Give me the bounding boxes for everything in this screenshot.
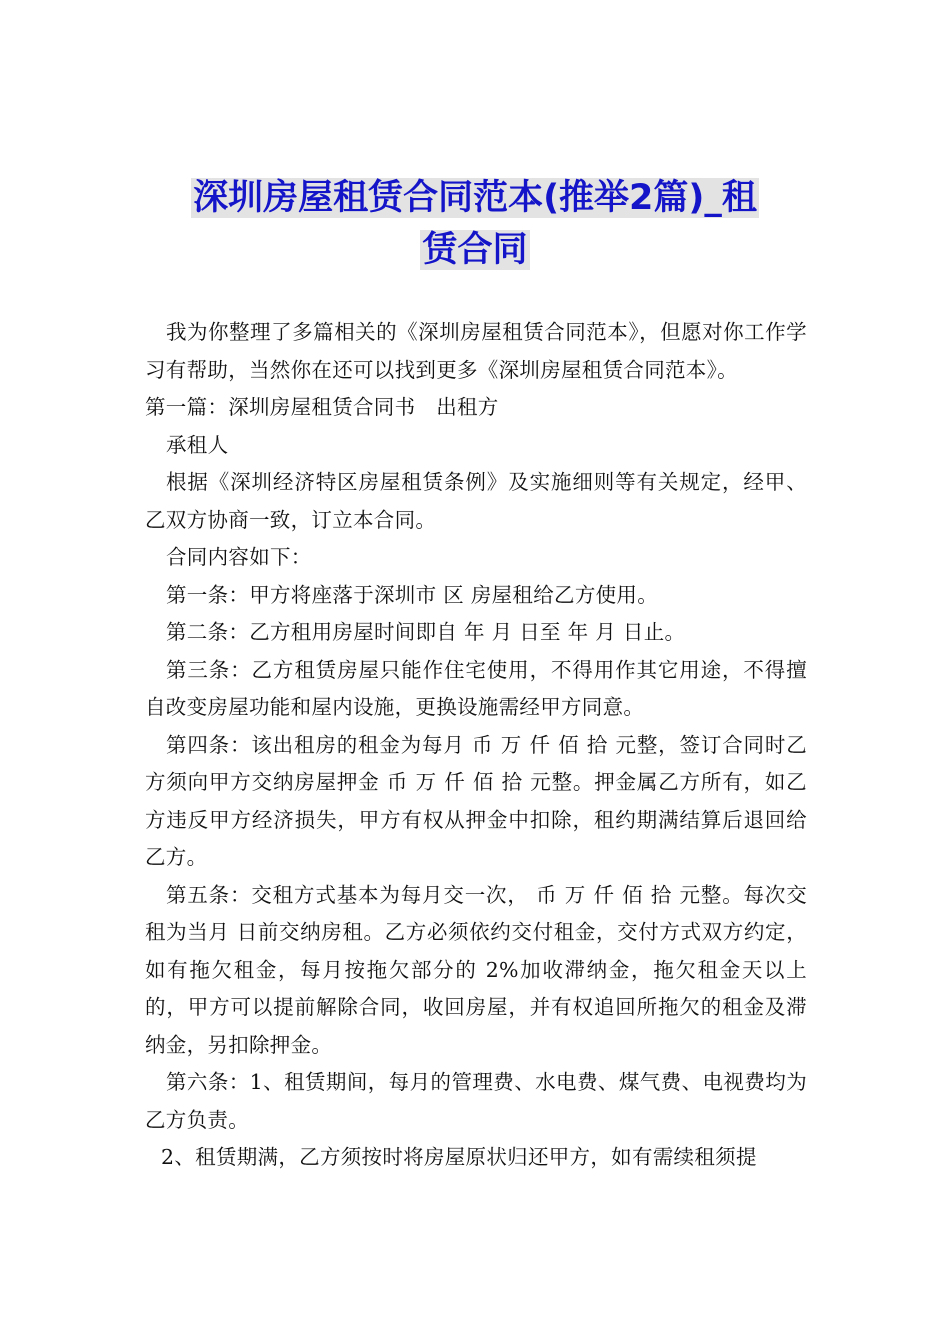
paragraph-article-4: 第四条：该出租房的租金为每月 币 万 仟 佰 拾 元整，签订合同时乙方须向甲方交纳房屋押金 币 万 仟 佰 拾 元整。押金属乙方所有，如乙方违反甲方经济损失，甲方有权从押金中扣除，租约期满结算后退回给乙方。 — [145, 732, 807, 869]
title-line-2: 赁合同 — [422, 230, 528, 270]
paragraph-section-heading: 第一篇：深圳房屋租赁合同书 出租方 — [145, 395, 499, 419]
document-body — [145, 314, 807, 1177]
document-title — [140, 172, 810, 276]
paragraph-basis: 根据《深圳经济特区房屋租赁条例》及实施细则等有关规定，经甲、乙双方协商一致，订立本合同。 — [145, 470, 807, 532]
paragraph-article-6: 第六条：1、租赁期间，每月的管理费、水电费、煤气费、电视费均为乙方负责。 — [145, 1070, 807, 1132]
paragraph-article-2: 第二条：乙方租用房屋时间即自 年 月 日至 年 月 日止。 — [166, 620, 686, 644]
paragraph-contents-heading: 合同内容如下： — [166, 545, 312, 569]
paragraph-intro: 我为你整理了多篇相关的《深圳房屋租赁合同范本》，但愿对你工作学习有帮助，当然你在还可以找到更多《深圳房屋租赁合同范本》。 — [145, 320, 807, 382]
paragraph-article-3: 第三条：乙方租赁房屋只能作住宅使用，不得用作其它用途，不得擅自改变房屋功能和屋内设施，更换设施需经甲方同意。 — [145, 657, 807, 719]
paragraph-tenant: 承租人 — [166, 432, 229, 457]
paragraph-article-1: 第一条：甲方将座落于深圳市 区 房屋租给乙方使用。 — [166, 582, 659, 607]
title-line-1: 深圳房屋租赁合同范本(推举2篇)_租 — [193, 178, 757, 218]
paragraph-article-5: 第五条：交租方式基本为每月交一次， 币 万 仟 佰 拾 元整。每次交租为当月 日前交纳房租。乙方必须依约交付租金，交付方式双方约定，如有拖欠租金，每月按拖欠部分的 2%加收滞纳金，拖欠租金天以上的，甲方可以提前解除合同，收回房屋，并有权追回所拖欠的租金及滞纳金，另扣除押金。 — [145, 882, 807, 1057]
paragraph-article-6-item-2: 2、租赁期满，乙方须按时将房屋原状归还甲方，如有需续租须提 — [161, 1145, 757, 1169]
